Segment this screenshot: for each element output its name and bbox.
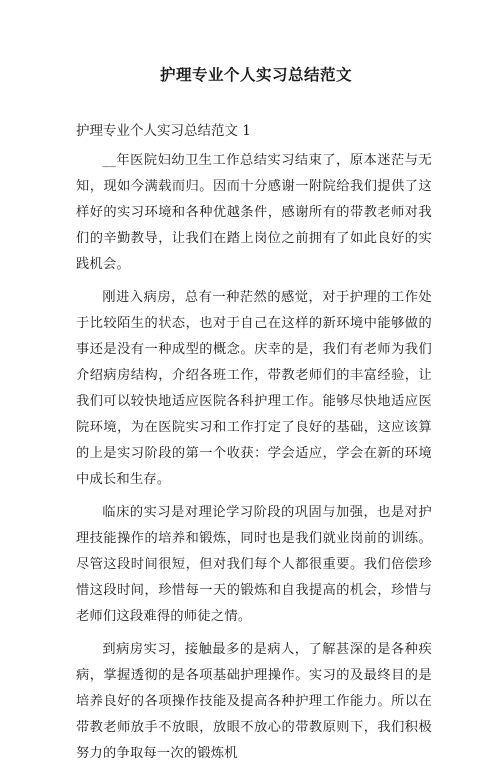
paragraph-3: 临床的实习是对理论学习阶段的巩固与加强，也是对护理技能操作的培养和锻炼，同时也是我们就业岗前的训练。尽管这段时间很短，但对我们每个人都很重要。我们倍偿珍惜这段时间，珍惜每一天的锻炼和自我提高的机会，珍惜与老师们这段难得的师徒之情。 xyxy=(76,505,432,624)
document-title: 护理专业个人实习总结范文 xyxy=(159,65,352,84)
paragraph-2: 刚进入病房，总有一种茫然的感觉，对于护理的工作处于比较陌生的状态，也对于自己在这样的新环境中能够做的事还是没有一种成型的概念。庆幸的是，我们有老师为我们介绍病房结构，介绍各班工作，带教老师们的丰富经验，让我们可以较快地适应医院各科护理工作。能够尽快地适应医院环境，为在医院实习和工作打定了良好的基础，这应该算的上是实习阶段的第一个收获：学会适应，学会在新的环境中成长和生存。 xyxy=(76,290,432,487)
paragraph-1: __年医院妇幼卫生工作总结实习结束了，原本迷茫与无知，现如今满载而归。因而十分感谢一附院给我们提供了这样好的实习环境和各种优越条件，感谢所有的带教老师对我们的辛勤教导，让我们在踏上岗位之前拥有了如此良好的实践机会。 xyxy=(76,153,432,272)
paragraph-4: 到病房实习，接触最多的是病人，了解甚深的是各种疾病，掌握透彻的是各项基础护理操作。实习的及最终目的是培养良好的各项操作技能及提高各种护理工作能力。所以在带教老师放手不放眼，放眼不放心的带教原则下，我们积极努力的争取每一次的锻炼机 xyxy=(76,642,432,761)
section-heading: 护理专业个人实习总结范文 1 xyxy=(76,123,251,139)
